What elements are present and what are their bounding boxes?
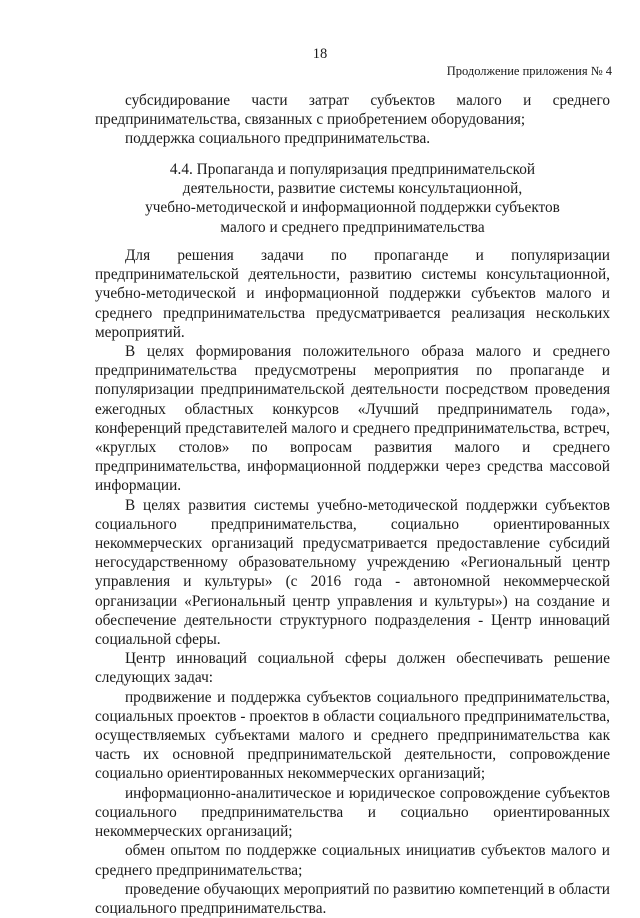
- body-text-block: [95, 246, 610, 918]
- section-heading-line: деятельности, развитие системы консультационной,: [182, 180, 523, 198]
- section-heading: [95, 160, 610, 237]
- list-item: продвижение и поддержка субъектов социального предпринимательства, социальных проектов - проектов в области социального предпринимательства, осуществляемых субъектами малого и среднего предпринимательства как часть их основной предпринимательской деятельности, сопровождение социально ориентированных некоммерческих организаций;: [95, 688, 610, 783]
- list-item: проведение обучающих мероприятий по развитию компетенций в области социального предпринимательства.: [95, 880, 610, 917]
- paragraph: Центр инноваций социальной сферы должен обеспечивать решение следующих задач:: [95, 650, 610, 687]
- page-number: 18: [312, 46, 328, 62]
- paragraph: субсидирование части затрат субъектов малого и среднего предпринимательства, связанных с приобретением оборудования;: [95, 92, 610, 129]
- paragraph: В целях развития системы учебно-методической поддержки субъектов социального предпринимательства, социально ориентированных некоммерческих организаций предусматривается предоставление субсидий негосударственному образовательному учреждению «Региональный центр управления и культуры» (с 2016 года - автономной некоммерческой организации «Региональный центр управления и культуры») на создание и обеспечение деятельности структурного подразделения - Центр инноваций социальной сферы.: [95, 496, 610, 649]
- appendix-continuation-note: Продолжение приложения № 4: [446, 64, 612, 78]
- section-heading-line: 4.4. Пропаганда и популяризация предпринимательской: [169, 161, 536, 178]
- list-item: информационно-аналитическое и юридическое сопровождение субъектов социального предпринимательства и социально ориентированных некоммерческих организаций;: [95, 784, 610, 841]
- section-heading-line: малого и среднего предпринимательства: [220, 218, 485, 236]
- section-heading-line: учебно-методической и информационной поддержки субъектов: [145, 199, 560, 217]
- list-item: обмен опытом по поддержке социальных инициатив субъектов малого и среднего предпринимательства;: [95, 842, 610, 879]
- paragraph: поддержка социального предпринимательства.: [125, 130, 431, 148]
- paragraph: Для решения задачи по пропаганде и популяризации предпринимательской деятельности, развитию системы консультационной, учебно-методической и информационной поддержки субъектов малого и среднего предпринимательства предусматривается реализация нескольких мероприятий.: [95, 247, 610, 341]
- paragraph: В целях формирования положительного образа малого и среднего предпринимательства предусмотрены мероприятия по пропаганде и популяризации предпринимательской деятельности посредством проведения ежегодных областных конкурсов «Лучший предприниматель года», конференций представителей малого и среднего предпринимательства, встреч, «круглых столов» по вопросам развития малого и среднего предпринимательства, информационной поддержки через средства массовой информации.: [95, 343, 610, 495]
- top-text-block: [95, 91, 610, 149]
